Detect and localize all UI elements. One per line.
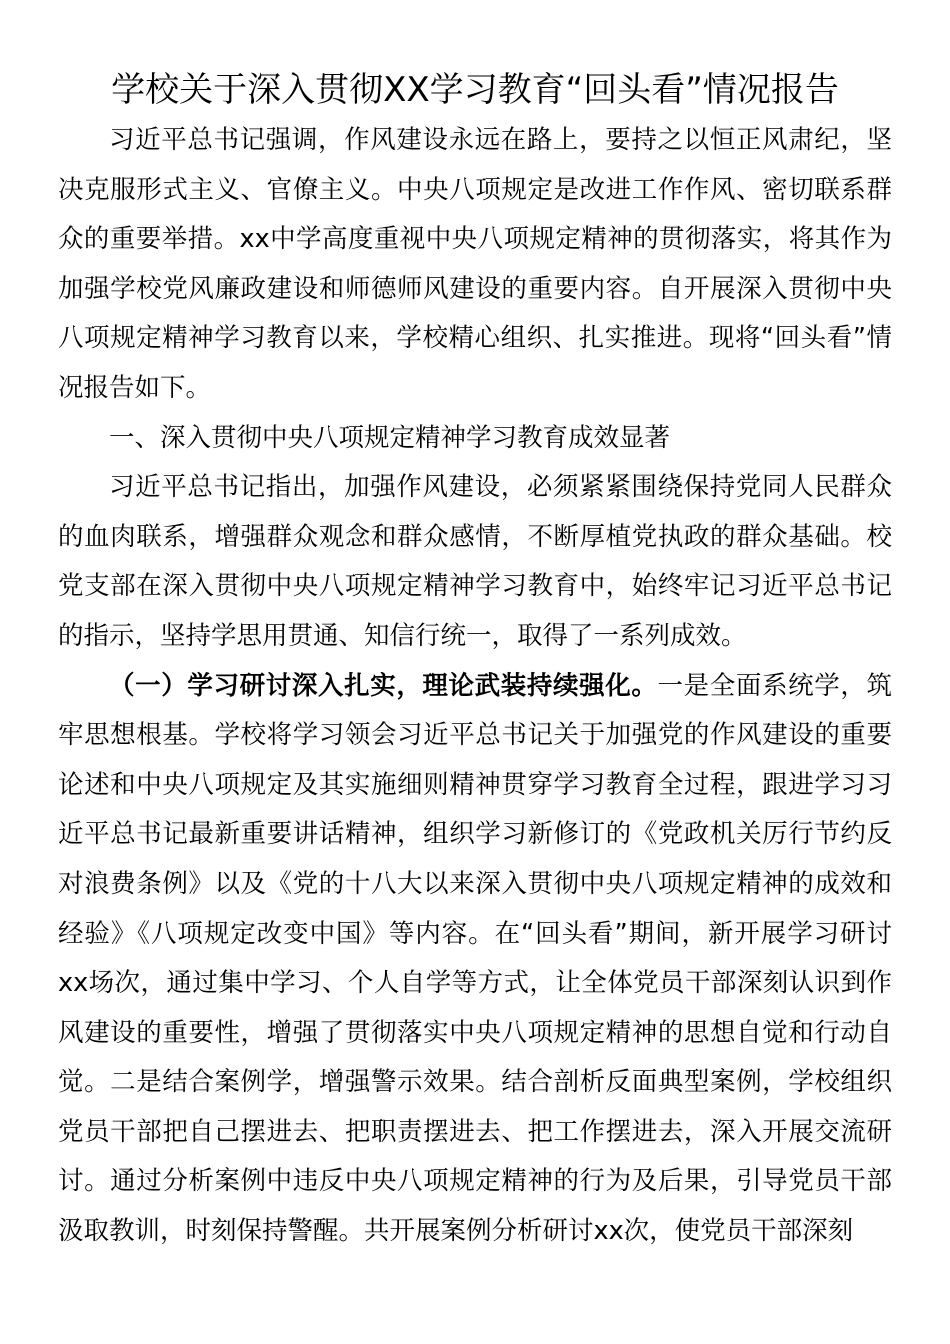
intro-paragraph: 习近平总书记强调，作风建设永远在路上，要持之以恒正风肃纪，坚决克服形式主义、官僚主义。中央八项规定是改进工作作风、密切联系群众的重要举措。xx中学高度重视中央八项规定精神的贯彻落实，将其作为加强学校党风廉政建设和师德师风建设的重要内容。自开展深入贯彻中央八项规定精神学习教育以来，学校精心组织、扎实推进。现将“回头看”情况报告如下。 bbox=[58, 125, 892, 403]
document-body bbox=[58, 116, 892, 1257]
subsection-paragraph bbox=[58, 662, 892, 1257]
section-heading: 一、深入贯彻中央八项规定精神学习教育成效显著 bbox=[109, 422, 671, 453]
document-title: 学校关于深入贯彻XX学习教育“回头看”情况报告 bbox=[111, 70, 839, 110]
subsection-heading: （一）学习研讨深入扎实，理论武装持续强化。 bbox=[109, 670, 658, 701]
section-paragraph: 习近平总书记指出，加强作风建设，必须紧紧围绕保持党同人民群众的血肉联系，增强群众观念和群众感情，不断厚植党执政的群众基础。校党支部在深入贯彻中央八项规定精神学习教育中，始终牢记习近平总书记的指示，坚持学思用贯通、知信行统一，取得了一系列成效。 bbox=[58, 472, 892, 651]
subsection-body: 一是全面系统学，筑牢思想根基。学校将学习领会习近平总书记关于加强党的作风建设的重要论述和中央八项规定及其实施细则精神贯穿学习教育全过程，跟进学习习近平总书记最新重要讲话精神，组织学习新修订的《党政机关厉行节约反对浪费条例》以及《党的十八大以来深入贯彻中央八项规定精神的成效和经验》《八项规定改变中国》等内容。在“回头看”期间，新开展学习研讨xx场次，通过集中学习、个人自学等方式，让全体党员干部深刻认识到作风建设的重要性，增强了贯彻落实中央八项规定精神的思想自觉和行动自觉。二是结合案例学，增强警示效果。结合剖析反面典型案例，学校组织党员干部把自己摆进去、把职责摆进去、把工作摆进去，深入开展交流研讨。通过分析案例中违反中央八项规定精神的行为及后果，引导党员干部汲取教训，时刻保持警醒。共开展案例分析研讨xx次，使党员干部深刻 bbox=[58, 670, 892, 1247]
